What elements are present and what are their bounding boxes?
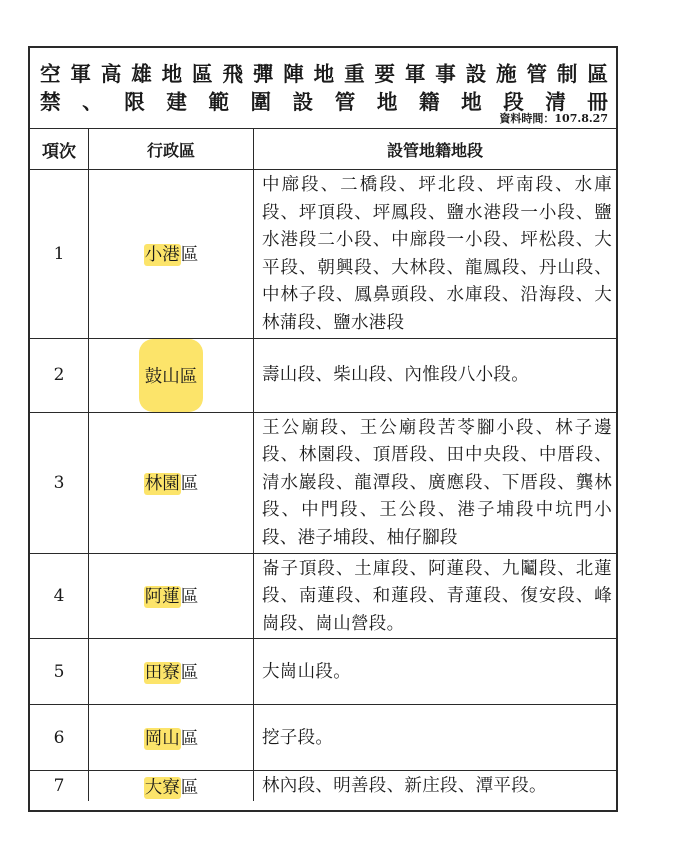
title-char: 軍 xyxy=(404,62,426,86)
row-no: 1 xyxy=(30,170,89,339)
title-char: 重 xyxy=(344,62,365,86)
district-highlight: 田寮 xyxy=(144,663,180,684)
header-no: 項次 xyxy=(30,129,89,170)
title-char: 管 xyxy=(334,90,356,114)
title-char: 要 xyxy=(374,62,395,86)
title-char: 區 xyxy=(192,62,213,86)
table-row xyxy=(30,705,616,771)
district-suffix: 區 xyxy=(180,587,199,608)
title-char: 飛 xyxy=(222,62,243,86)
district-suffix: 區 xyxy=(180,474,199,495)
title-char: 圍 xyxy=(250,90,272,114)
row-sections: 崙子頂段、土庫段、阿蓮段、九鬮段、北蓮段、南蓮段、和蓮段、青蓮段、復安段、峰崗段、崗山營段。 xyxy=(254,553,617,639)
row-district xyxy=(89,639,254,705)
row-no: 4 xyxy=(30,553,89,639)
data-date: 資料時間：107.8.27 xyxy=(499,112,608,125)
header-district: 行政區 xyxy=(89,129,254,170)
title-char: 籍 xyxy=(418,90,440,114)
district-suffix: 區 xyxy=(180,777,199,798)
row-sections: 挖子段。 xyxy=(254,705,617,771)
row-sections: 大崗山段。 xyxy=(254,639,617,705)
district-highlight: 岡山 xyxy=(144,729,180,750)
title-char: 空 xyxy=(40,62,61,86)
district-highlight: 阿蓮 xyxy=(144,587,180,608)
title-char: 設 xyxy=(292,90,314,114)
title-char: 區 xyxy=(587,62,608,86)
title-char: 、 xyxy=(82,90,103,114)
title-char: 清 xyxy=(545,90,566,114)
title-char: 限 xyxy=(124,90,145,114)
title-char: 建 xyxy=(166,90,187,114)
row-district xyxy=(89,412,254,553)
title-char: 雄 xyxy=(131,62,152,86)
title-char: 冊 xyxy=(587,90,608,114)
district-suffix: 區 xyxy=(180,729,199,750)
row-district xyxy=(89,771,254,801)
row-no: 2 xyxy=(30,338,89,412)
title-char: 施 xyxy=(496,62,517,86)
title-char: 陣 xyxy=(283,62,304,86)
title-char: 地 xyxy=(461,90,482,114)
row-district xyxy=(89,338,254,412)
header-sections: 設管地籍地段 xyxy=(254,129,617,170)
table-row xyxy=(30,553,616,639)
row-no: 5 xyxy=(30,639,89,705)
district-suffix: 區 xyxy=(180,245,199,266)
row-sections: 林內段、明善段、新庄段、潭平段。 xyxy=(254,771,617,801)
document-sheet xyxy=(28,46,618,812)
title-char: 設 xyxy=(465,62,487,86)
row-no: 6 xyxy=(30,705,89,771)
row-no: 7 xyxy=(30,771,89,801)
district-highlight: 林園 xyxy=(144,474,180,495)
title-char: 彈 xyxy=(252,62,274,86)
district-highlight: 鼓山區 xyxy=(139,339,204,412)
table-row xyxy=(30,412,616,553)
title-char: 禁 xyxy=(40,90,61,114)
district-highlight: 大寮 xyxy=(144,777,180,798)
title-char: 地 xyxy=(313,62,335,86)
row-district xyxy=(89,705,254,771)
row-district xyxy=(89,553,254,639)
title-char: 制 xyxy=(556,62,578,86)
table-row xyxy=(30,170,616,339)
row-district xyxy=(89,170,254,339)
district-highlight: 小港 xyxy=(144,245,180,266)
title-char: 事 xyxy=(435,62,456,86)
row-sections: 壽山段、柴山段、內惟段八小段。 xyxy=(254,338,617,412)
district-suffix: 區 xyxy=(180,663,199,684)
table-header xyxy=(30,129,616,170)
row-sections: 中廍段、二橋段、坪北段、坪南段、水庫段、坪頂段、坪鳳段、鹽水港段一小段、鹽水港段二小段、中廍段一小段、坪松段、大平段、朝興段、大林段、龍鳳段、丹山段、中林子段、鳳鼻頭段、水庫段、沿海段、大林蒲段、鹽水港段 xyxy=(254,170,617,339)
document-title xyxy=(30,48,616,129)
title-char: 軍 xyxy=(70,62,91,86)
row-no: 3 xyxy=(30,412,89,553)
title-char: 高 xyxy=(100,62,122,86)
table-row xyxy=(30,771,616,801)
section-table xyxy=(30,129,616,801)
table-row xyxy=(30,639,616,705)
row-sections: 王公廟段、王公廟段苦苓腳小段、林子邊段、林園段、頂厝段、田中央段、中厝段、清水巖段、龍潭段、廣應段、下厝段、龔林段、中門段、王公段、港子埔段中坑門小段、港子埔段、柚仔腳段 xyxy=(254,412,617,553)
title-char: 管 xyxy=(526,62,547,86)
title-char: 段 xyxy=(503,90,524,114)
title-char: 地 xyxy=(376,90,398,114)
title-char: 地 xyxy=(161,62,183,86)
title-char: 範 xyxy=(208,90,229,114)
title-line-1 xyxy=(40,57,608,87)
table-row xyxy=(30,338,616,412)
